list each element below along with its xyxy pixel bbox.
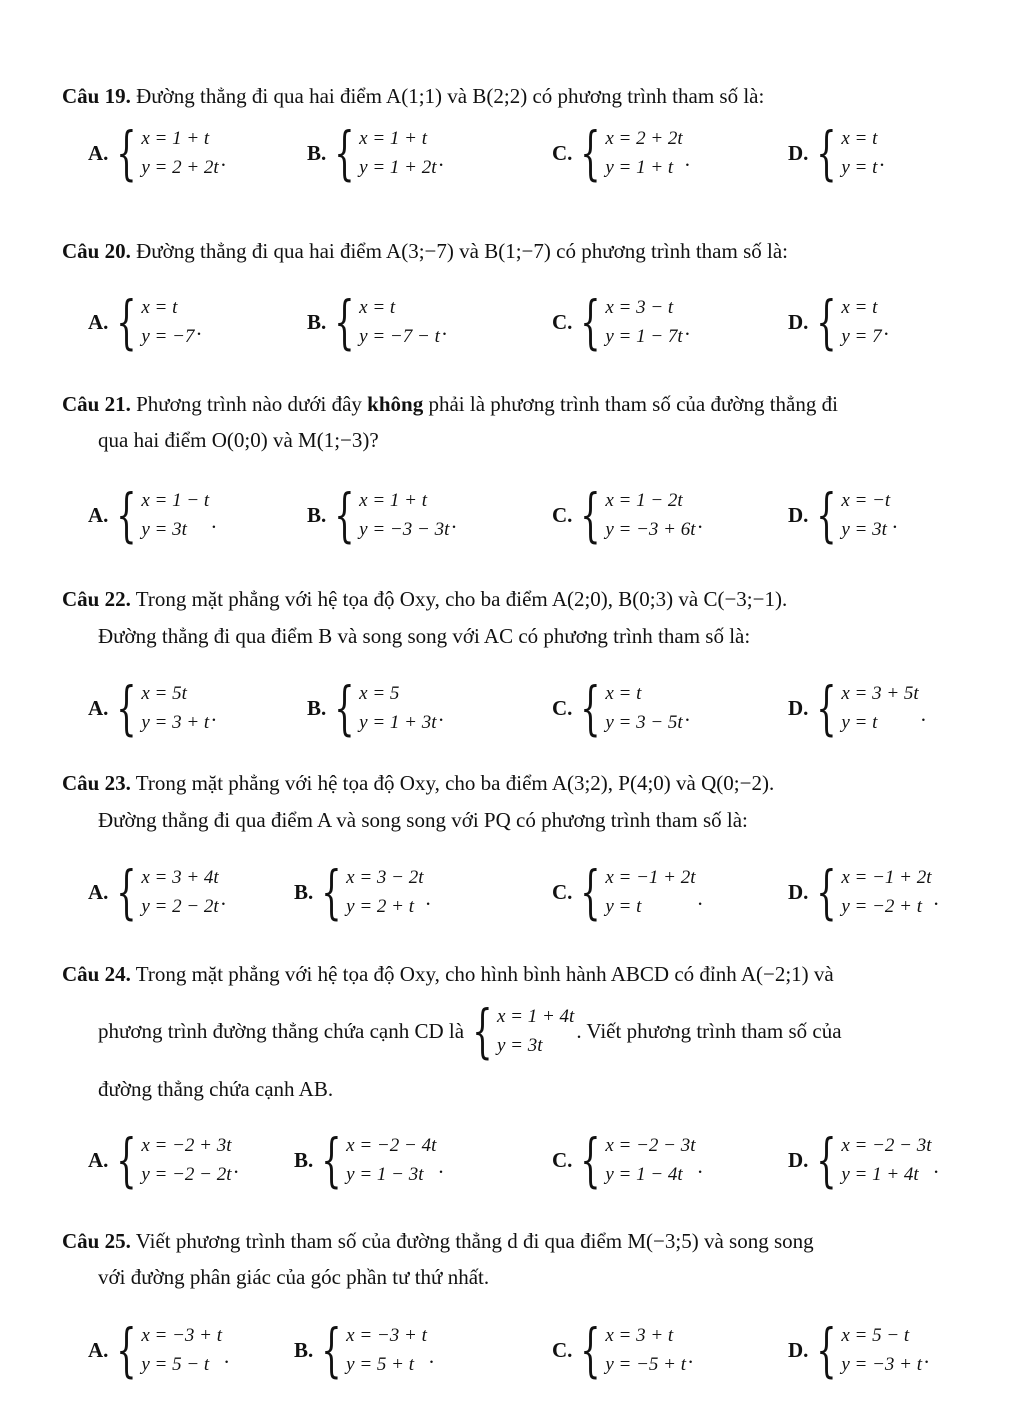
option-c[interactable]: C. { x = −1 + 2t y = t .: [552, 858, 703, 926]
question-number: Câu 22.: [62, 587, 131, 611]
worksheet-page: Câu 19. Đường thẳng đi qua hai điểm A(1;1) và B(2;2) có phương trình tham số là: A. { x = 1 + t y = 2 + 2t . B. { x = 1 + t y = 1 + 2t . C. { x = 2 + 2t y = 1 + t . D. { x = t y = t . Câu 20. Đường thẳng đi qua hai điểm A(3;−7) và B(1;−7) có phương trình tham số là: A. { x = t y = −7 . B. { x = t y = −7 − t . C. { x = 3 − t y = 1 − 7t . D. { x = t y = 7 . Câu 21. Phương trình nào dưới đây không phải là phương trình tham số của đường thẳng đi qua hai điểm O(0;0) và M(1;−3)? A. { x = 1 − t y = 3t . B. { x = 1 + t y = −3 − 3t . C. { x = 1 − 2t y = −3 + 6t . D. { x = −t y = 3t . Câu 22. Trong mặt phẳng với hệ tọa độ Oxy, cho ba điểm A(2;0), B(0;3) và C(−3;−1). Đường thẳng đi qua điểm B và song song với AC có phương trình tham số là: A. { x = 5t y = 3 + t . B. { x = 5 y = 1 + 3t . C. { x = t y = 3 − 5t . D. { x = 3 + 5t y = t . Câu 23. Trong mặt phẳng với hệ tọa độ Oxy, cho ba điểm A(3;2), P(4;0) và Q(0;−2). Đường thẳng đi qua điểm A và song song với PQ có phương trình tham số là: A. { x = 3 + 4t y = 2 − 2t . B. { x = 3 − 2t y = 2 + t . C. { x = −1 + 2t y = t . D. { x = −1 + 2t y = −2 + t . Câu 24. Trong mặt phẳng với hệ tọa độ Oxy, cho hình bình hành ABCD có đỉnh A(−2;1) và phương trình đường thẳng chứa cạnh CD là { x = 1 + 4t y = 3t . Viết phương trình tham số của đường thẳng chứa cạnh AB. A. { x = −2 + 3t y = −2 − 2t . B. { x = −2 − 4t y = 1 − 3t . C. { x = −2 − 3t y = 1 − 4t . D. { x = −2 − 3t y = 1 + 4t . Câu 25. Viết phương trình tham số của đường thẳng d đi qua điểm M(−3;5) và song song với đường phân giác của góc phần tư thứ nhất. A. { x = −3 + t y = 5 − t . B. { x = −3 + t y = 5 + t . C. { x = 3 + t y = −5 + t . D. { x = 5 − t y = −3 + t .: [62, 84, 939, 1384]
option-d[interactable]: D. { x = −1 + 2t y = −2 + t .: [788, 858, 939, 926]
option-c[interactable]: C. { x = 2 + 2t y = 1 + t .: [552, 119, 690, 187]
option-d[interactable]: D. { x = 3 + 5t y = t .: [788, 674, 926, 742]
question-stem-line2: phương trình đường thẳng chứa cạnh CD là { x = 1 + 4t y = 3t . Viết phương trình tham số của: [98, 997, 842, 1065]
option-d[interactable]: D. { x = t y = t .: [788, 119, 885, 187]
option-b[interactable]: B. { x = 5 y = 1 + 3t .: [307, 674, 444, 742]
option-c[interactable]: C. { x = −2 − 3t y = 1 − 4t .: [552, 1126, 703, 1194]
option-a[interactable]: A. { x = 1 + t y = 2 + 2t .: [88, 119, 226, 187]
option-b[interactable]: B. { x = −3 + t y = 5 + t .: [294, 1316, 435, 1384]
option-a[interactable]: A. { x = −2 + 3t y = −2 − 2t .: [88, 1126, 239, 1194]
option-b[interactable]: B. { x = 3 − 2t y = 2 + t .: [294, 858, 431, 926]
option-a[interactable]: A. { x = −3 + t y = 5 − t .: [88, 1316, 230, 1384]
option-b[interactable]: B. { x = 1 + t y = 1 + 2t .: [307, 119, 444, 187]
option-c[interactable]: C. { x = 3 + t y = −5 + t .: [552, 1316, 694, 1384]
option-d[interactable]: D. { x = −2 − 3t y = 1 + 4t .: [788, 1126, 939, 1194]
question-stem-line2: qua hai điểm O(0;0) và M(1;−3)?: [98, 428, 379, 452]
question-stem: Đường thẳng đi qua hai điểm A(1;1) và B(2;2) có phương trình tham số là:: [136, 84, 765, 108]
option-d[interactable]: D. { x = −t y = 3t .: [788, 481, 898, 549]
question-number: Câu 19.: [62, 84, 131, 108]
question-number: Câu 25.: [62, 1229, 131, 1253]
option-d[interactable]: D. { x = t y = 7 .: [788, 288, 889, 356]
question-stem: Đường thẳng đi qua hai điểm A(3;−7) và B(1;−7) có phương trình tham số là:: [136, 239, 789, 263]
option-c[interactable]: C. { x = 1 − 2t y = −3 + 6t .: [552, 481, 703, 549]
option-c[interactable]: C. { x = t y = 3 − 5t .: [552, 674, 690, 742]
option-d[interactable]: D. { x = 5 − t y = −3 + t .: [788, 1316, 930, 1384]
option-a[interactable]: A. { x = 3 + 4t y = 2 − 2t .: [88, 858, 226, 926]
option-a[interactable]: A. { x = t y = −7 .: [88, 288, 202, 356]
question-number: Câu 23.: [62, 771, 131, 795]
option-b[interactable]: B. { x = −2 − 4t y = 1 − 3t .: [294, 1126, 444, 1194]
option-a[interactable]: A. { x = 1 − t y = 3t .: [88, 481, 217, 549]
option-a[interactable]: A. { x = 5t y = 3 + t .: [88, 674, 217, 742]
question-number: Câu 20.: [62, 239, 131, 263]
question-number: Câu 21.: [62, 392, 131, 416]
option-b[interactable]: B. { x = 1 + t y = −3 − 3t .: [307, 481, 457, 549]
option-b[interactable]: B. { x = t y = −7 − t .: [307, 288, 448, 356]
option-c[interactable]: C. { x = 3 − t y = 1 − 7t .: [552, 288, 690, 356]
question-number: Câu 24.: [62, 962, 131, 986]
